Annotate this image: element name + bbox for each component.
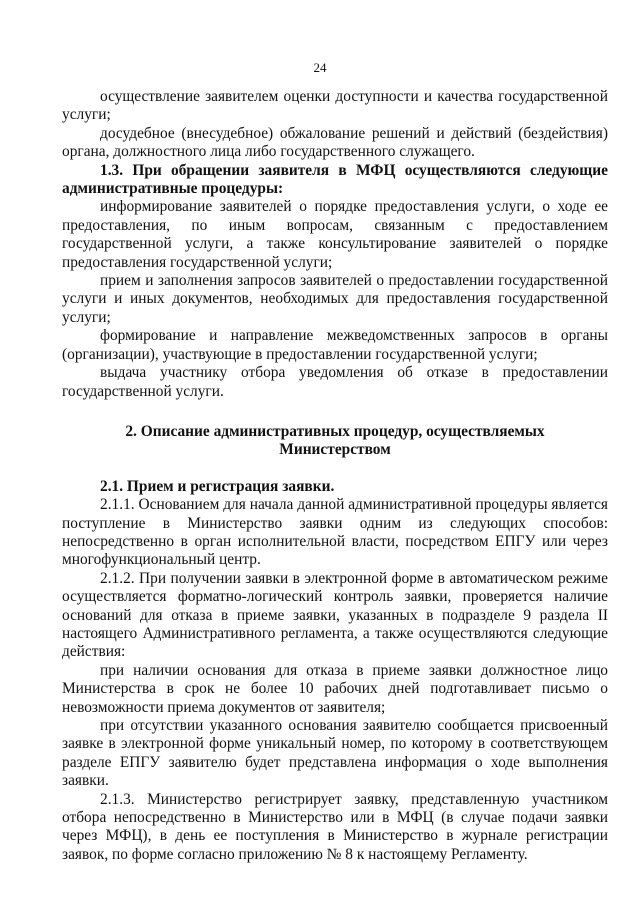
paragraph: при отсутствии указанного основания заявителю сообщается присвоенный заявке в электронной форме уникальный номер, по которому в соответствующем разделе ЕПГУ заявителю будет представлена информация о ходе выполнения заявки. — [62, 717, 608, 790]
paragraph: 2.1.2. При получении заявки в электронной форме в автоматическом режиме осуществляется форматно-логический контроль заявки, проверяется наличие оснований для отказа в приеме заявки, указанных в подразделе 9 раздела II настоящего Административного регламента, а также осуществляются следующие действия: — [62, 569, 608, 661]
spacer — [62, 401, 608, 423]
paragraph: прием и заполнения запросов заявителей о предоставлении государственной услуги и иных документов, необходимых для предоставления государственной услуги; — [62, 272, 608, 326]
page-number: 24 — [313, 60, 327, 75]
paragraph: 2.1.1. Основанием для начала данной административной процедуры является поступление в Министерство заявки одним из следующих способов: непосредственно в орган исполнительной власти, посредством ЕПГУ или через многофункциональный центр. — [62, 496, 608, 569]
paragraph: информирование заявителей о порядке предоставления услуги, о ходе ее предоставления, по иным вопросам, связанным с предоставлением государственной услуги, а также консультирование заявителей о порядке предоставления государственной услуги; — [62, 198, 608, 271]
paragraph: досудебное (внесудебное) обжалование решений и действий (бездействия) органа, должностного лица либо государственного служащего. — [62, 124, 608, 161]
section-1-3-heading: 1.3. При обращении заявителя в МФЦ осуществляются следующие административные процедуры: — [62, 161, 608, 198]
paragraph: формирование и направление межведомственных запросов в органы (организации), участвующие в предоставлении государственной услуги; — [62, 327, 608, 363]
spacer — [62, 460, 608, 478]
section-2-heading-line-1: 2. Описание административных процедур, осуществляемых — [125, 422, 545, 440]
paragraph: выдача участнику отбора уведомления об отказе в предоставлении государственной услуги. — [62, 364, 608, 400]
paragraph: 2.1.3. Министерство регистрирует заявку, представленную участником отбора непосредственно в Министерство или в МФЦ (в случае подачи заявки через МФЦ), в день ее поступления в Министерство в журнале регистрации заявок, по форме согласно приложению № 8 к настоящему Регламенту. — [62, 790, 608, 863]
section-2-heading-line-2: Министерством — [279, 441, 391, 459]
document-body — [62, 88, 608, 864]
subsection-2-1-heading: 2.1. Прием и регистрация заявки. — [100, 477, 335, 495]
paragraph: при наличии основания для отказа в приеме заявки должностное лицо Министерства в срок не более 10 рабочих дней подготавливает письмо о невозможности приема документов от заявителя; — [62, 661, 608, 716]
paragraph: осуществление заявителем оценки доступности и качества государственной услуги; — [62, 88, 608, 124]
